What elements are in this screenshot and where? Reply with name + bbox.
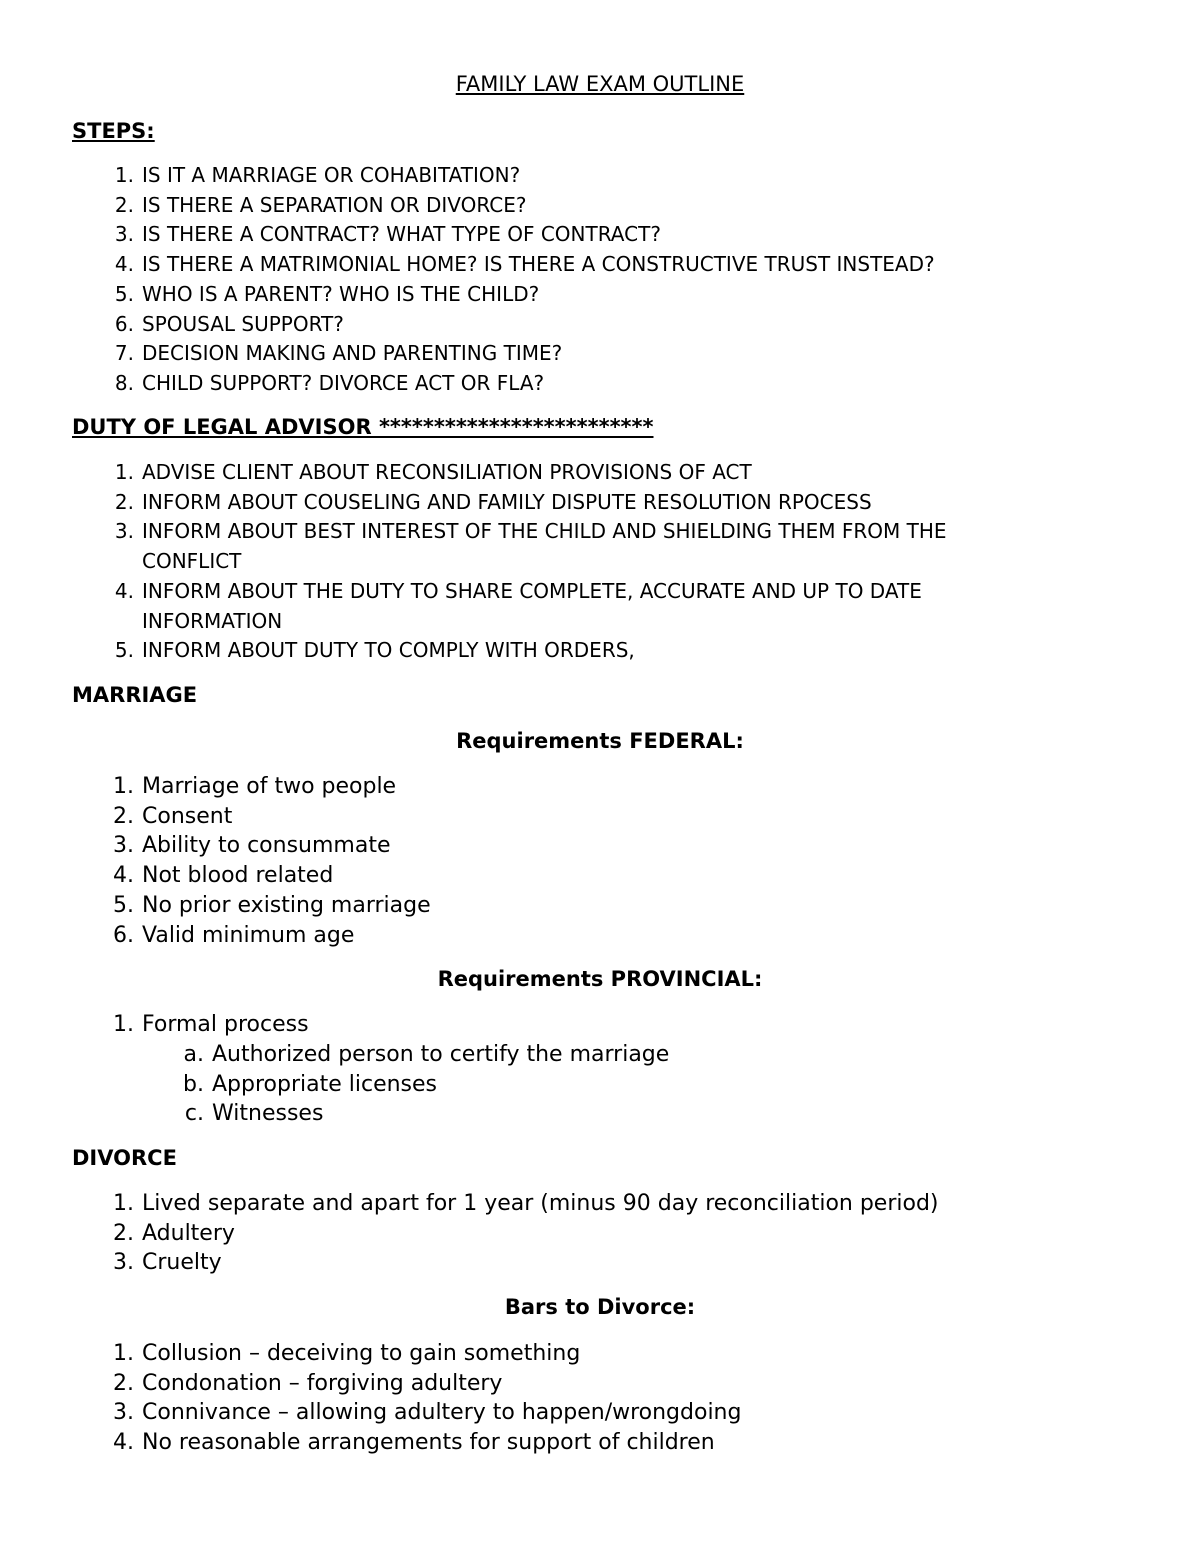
provincial-requirements-heading: Requirements PROVINCIAL:: [437, 967, 763, 991]
list-item: 2. Condonation – forgiving adultery: [113, 1370, 503, 1396]
list-item: 4. Not blood related: [113, 863, 334, 889]
list-item: 3. IS THERE A CONTRACT? WHAT TYPE OF CONTRACT?: [114, 222, 661, 247]
marriage-heading: MARRIAGE: [72, 683, 198, 707]
list-item: 4. INFORM ABOUT THE DUTY TO SHARE COMPLETE, ACCURATE AND UP TO DATE INFORMATION: [114, 578, 922, 633]
list-item: 2. IS THERE A SEPARATION OR DIVORCE?: [114, 192, 527, 217]
list-item: c. Witnesses: [184, 1101, 324, 1127]
divorce-grounds-list: [0, 1189, 1102, 1278]
list-item: 3. Cruelty: [113, 1250, 222, 1276]
list-item: 1. Collusion – deceiving to gain something: [113, 1341, 581, 1366]
bars-to-divorce-list: [0, 1339, 1102, 1458]
list-item: 2. Consent: [113, 803, 233, 829]
list-item: b. Appropriate licenses: [183, 1071, 438, 1097]
list-item: 1. Formal process: [113, 1012, 309, 1037]
document-title: FAMILY LAW EXAM OUTLINE: [455, 72, 745, 96]
list-item: 7. DECISION MAKING AND PARENTING TIME?: [114, 341, 563, 366]
duty-list: [0, 458, 1102, 666]
list-item: 4. No reasonable arrangements for support of children: [113, 1430, 715, 1456]
list-item: 1. Marriage of two people: [113, 774, 397, 799]
list-item: 1. Lived separate and apart for 1 year (minus 90 day reconciliation period): [113, 1191, 939, 1216]
steps-heading: STEPS:: [72, 119, 155, 143]
list-item: 2. Adultery: [113, 1220, 235, 1246]
list-item: 3. Ability to consummate: [113, 833, 391, 859]
federal-requirements-heading: Requirements FEDERAL:: [456, 729, 744, 753]
provincial-requirements-list: [0, 1010, 1102, 1040]
list-item: 4. IS THERE A MATRIMONIAL HOME? IS THERE A CONSTRUCTIVE TRUST INSTEAD?: [114, 252, 935, 277]
list-item: 8. CHILD SUPPORT? DIVORCE ACT OR FLA?: [114, 370, 545, 395]
federal-requirements-list: [0, 772, 1102, 950]
duty-heading: DUTY OF LEGAL ADVISOR *************************: [72, 415, 654, 439]
list-item: 3. INFORM ABOUT BEST INTEREST OF THE CHILD AND SHIELDING THEM FROM THE CONFLICT: [114, 519, 947, 574]
list-item: 3. Connivance – allowing adultery to happen/wrongdoing: [113, 1400, 742, 1426]
provincial-sub-list: [0, 1040, 1172, 1129]
bars-to-divorce-heading: Bars to Divorce:: [504, 1295, 696, 1319]
list-item: 6. Valid minimum age: [113, 922, 355, 948]
list-item: 5. No prior existing marriage: [113, 892, 431, 918]
list-item: 1. IS IT A MARRIAGE OR COHABITATION?: [114, 163, 521, 187]
list-item: 6. SPOUSAL SUPPORT?: [114, 311, 344, 336]
steps-list: [0, 161, 1102, 399]
list-item: 2. INFORM ABOUT COUSELING AND FAMILY DISPUTE RESOLUTION RPOCESS: [114, 489, 872, 514]
list-item: 5. WHO IS A PARENT? WHO IS THE CHILD?: [114, 281, 540, 306]
list-item: 5. INFORM ABOUT DUTY TO COMPLY WITH ORDERS,: [114, 638, 635, 663]
list-item: 1. ADVISE CLIENT ABOUT RECONSILIATION PROVISIONS OF ACT: [114, 460, 752, 484]
list-item: a. Authorized person to certify the marriage: [183, 1042, 670, 1067]
divorce-heading: DIVORCE: [72, 1146, 177, 1170]
